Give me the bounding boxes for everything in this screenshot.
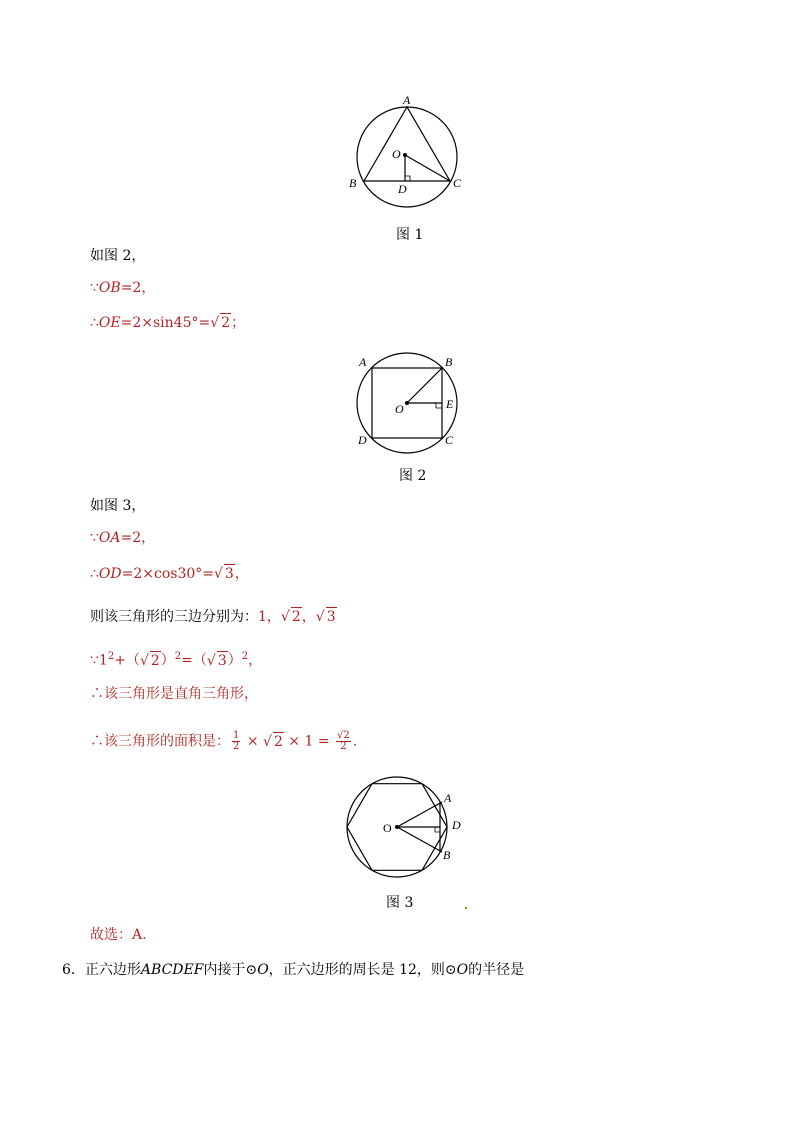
label-c: C [453, 176, 462, 190]
var-od: OD [98, 566, 122, 582]
fraction-result: $\frac{√2}{2}$ [337, 730, 350, 752]
label-a: A [403, 93, 411, 107]
figure-2-diagram [350, 350, 470, 460]
label-a: A [359, 355, 367, 369]
label-d: D [358, 433, 367, 447]
text-line-10: ∴该三角形的面积是： $\frac{1}{2}$ × √ 2 × 1 = $\frac{√2}{2}$ . [90, 730, 358, 752]
center-point [405, 401, 409, 405]
right-angle-mark [435, 827, 440, 832]
text-line-7: 则该三角形的三边分别为：1，√ 2，√ 3 [90, 609, 336, 625]
text-line-9: ∴该三角形是直角三角形， [90, 686, 258, 702]
figure-1-caption: 图 1 [396, 227, 424, 243]
label-o: O [383, 821, 392, 835]
stray-dot [465, 907, 467, 909]
right-angle-mark [436, 403, 442, 408]
label-a: A [444, 791, 452, 805]
because-symbol: ∵ [90, 280, 99, 296]
text-line-8: $\because 1^2+(√$ 2）$^2$=（√ 3）$^2$， [90, 651, 263, 669]
label-d: D [398, 182, 407, 196]
segment-oc [405, 155, 450, 181]
sqrt-3b: √ 3 [315, 609, 336, 625]
label-e: E [446, 397, 454, 411]
label-b: B [349, 176, 357, 190]
eq-ob: =2， [120, 280, 156, 296]
text-line-3: ∴OE=2×sin45°=√ 2； [90, 315, 246, 331]
var-oe: OE [98, 315, 121, 331]
label-d: D [452, 818, 461, 832]
label-b: B [445, 355, 453, 369]
fraction-half: $\frac{1}{2}$ [233, 730, 240, 752]
text-line-11: 故选：A. [90, 927, 147, 943]
center-point [395, 825, 399, 829]
segment-oa [397, 802, 442, 827]
center-point [403, 153, 407, 157]
sqrt-3: √ 3 [214, 566, 234, 582]
label-b: B [443, 848, 451, 862]
label-o: O [392, 147, 401, 161]
sqrt-2: √ 2 [210, 315, 231, 331]
question-6: 6．正六边形ABCDEF内接于⊙O，正六边形的周长是 12，则⊙O的半径是 [62, 962, 525, 978]
sqrt-2b: √ 2 [280, 609, 301, 625]
figure-3-diagram [345, 776, 475, 886]
text-line-2 [90, 279, 155, 297]
figure-3-caption: 图 3 [386, 895, 414, 911]
figure-2-caption: 图 2 [399, 468, 427, 484]
var-ob: OB [98, 280, 121, 296]
right-angle-mark [405, 176, 410, 181]
therefore-symbol: ∴ [90, 315, 99, 331]
text-line-1: 如图 2， [90, 248, 146, 264]
figure-1-diagram [345, 92, 475, 212]
label-o: O [395, 402, 404, 416]
var-oa: OA [98, 530, 121, 546]
eq-oe: =2×sin45°= [120, 315, 211, 331]
label-c: C [445, 433, 454, 447]
text-line-4: 如图 3， [90, 498, 146, 514]
circle [357, 107, 457, 207]
text-line-5: ∵OA=2， [90, 530, 156, 546]
question-number: 6． [62, 962, 85, 978]
triangle-abc [364, 107, 450, 181]
segment-ob [407, 368, 442, 403]
text-line-6: ∴OD=2×cos30°=√ 3， [90, 566, 249, 582]
